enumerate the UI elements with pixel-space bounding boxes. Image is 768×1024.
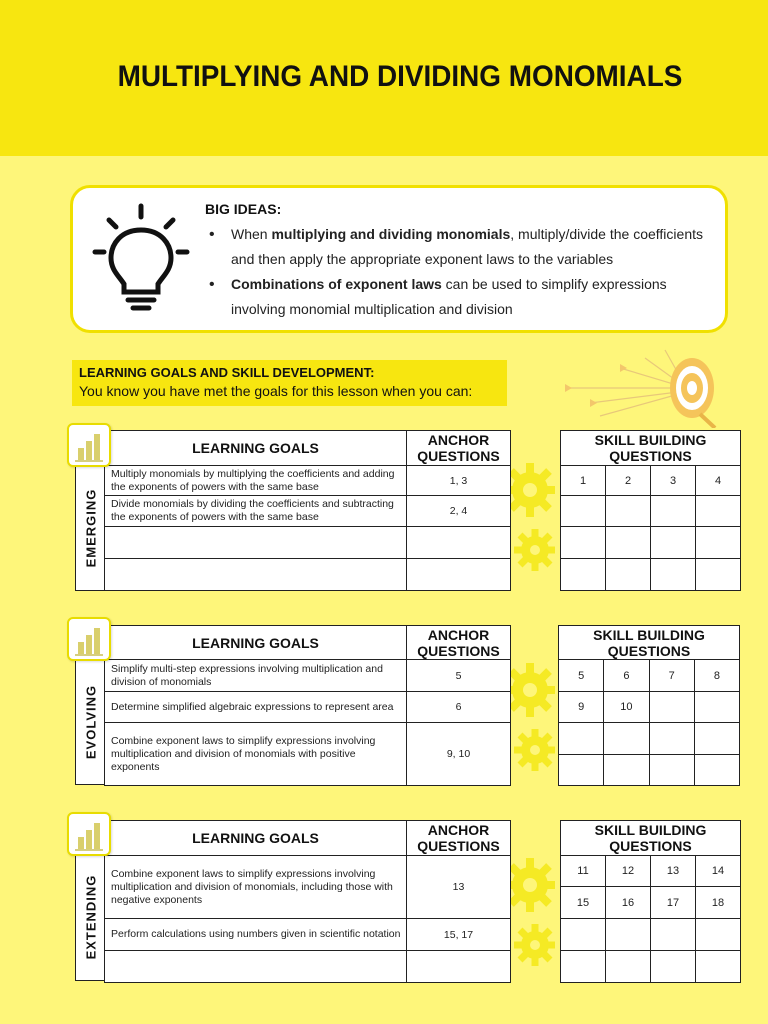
- goal-cell: [105, 951, 407, 983]
- gear-icon: [505, 850, 555, 980]
- skill-cell: [696, 496, 741, 527]
- section-label: EVOLVING: [83, 684, 98, 759]
- target-arrows-icon: [560, 348, 735, 428]
- skill-building-header: SKILL BUILDING QUESTIONS: [559, 626, 740, 660]
- skill-cell: [559, 723, 604, 755]
- section-label: EMERGING: [83, 488, 98, 567]
- goal-cell: [105, 559, 407, 591]
- anchor-cell: 9, 10: [407, 723, 511, 786]
- skill-cell: [649, 723, 694, 755]
- skill-cell: [604, 755, 649, 786]
- skill-cell: [606, 527, 651, 559]
- goal-cell: Multiply monomials by multiplying the coefficients and adding the exponents of powers with the same base: [105, 466, 407, 496]
- goal-cell: Perform calculations using numbers given in scientific notation: [105, 919, 407, 951]
- gear-icon: [505, 655, 555, 785]
- anchor-cell: [407, 559, 511, 591]
- page-title: MULTIPLYING AND DIVIDING MONOMIALS: [117, 60, 683, 93]
- big-ideas-heading: BIG IDEAS:: [205, 201, 282, 217]
- section-label-box: [75, 659, 105, 785]
- learning-goals-header: LEARNING GOALS: [105, 626, 407, 660]
- big-idea-item: • Combinations of exponent laws can be used to simplify expressions involving monomial multiplication and division: [205, 272, 715, 322]
- skill-cell: 16: [606, 887, 651, 919]
- anchor-cell: 2, 4: [407, 496, 511, 527]
- anchor-cell: 6: [407, 692, 511, 723]
- learning-goals-heading: LEARNING GOALS AND SKILL DEVELOPMENT:: [79, 365, 375, 380]
- big-ideas-box: [70, 185, 728, 333]
- goal-cell: Simplify multi-step expressions involving multiplication and division of monomials: [105, 660, 407, 692]
- skill-cell: 7: [649, 660, 694, 692]
- skill-building-header: SKILL BUILDING QUESTIONS: [561, 431, 741, 466]
- skill-cell: [696, 951, 741, 983]
- skill-cell: [649, 755, 694, 786]
- skill-cell: 14: [696, 856, 741, 887]
- skill-cell: [651, 951, 696, 983]
- section-label-box: [75, 465, 105, 591]
- skill-cell: 4: [696, 466, 741, 496]
- skill-cell: 13: [651, 856, 696, 887]
- skill-cell: [694, 755, 739, 786]
- skill-cell: [604, 723, 649, 755]
- lightbulb-icon: [91, 202, 191, 312]
- skill-cell: 17: [651, 887, 696, 919]
- goal-cell: Combine exponent laws to simplify expressions involving multiplication and division of monomials, including those with negative exponents: [105, 856, 407, 919]
- goal-cell: Determine simplified algebraic expressions to represent area: [105, 692, 407, 723]
- anchor-cell: 15, 17: [407, 919, 511, 951]
- skill-cell: [561, 496, 606, 527]
- skill-cell: [651, 919, 696, 951]
- skill-cell: [651, 527, 696, 559]
- skill-cell: [561, 559, 606, 591]
- skill-cell: 10: [604, 692, 649, 723]
- skill-cell: [559, 755, 604, 786]
- skill-cell: 9: [559, 692, 604, 723]
- bar-chart-icon: [67, 617, 111, 661]
- skill-cell: [561, 527, 606, 559]
- bar-chart-icon: [67, 812, 111, 856]
- section-label-box: [75, 854, 105, 981]
- skill-cell: 12: [606, 856, 651, 887]
- skill-building-table: [558, 625, 740, 786]
- skill-cell: 5: [559, 660, 604, 692]
- anchor-cell: [407, 951, 511, 983]
- big-idea-item: • When multiplying and dividing monomials, multiply/divide the coefficients and then apply the appropriate exponent laws to the variables: [205, 222, 715, 272]
- learning-goals-header: LEARNING GOALS: [105, 821, 407, 856]
- anchor-cell: [407, 527, 511, 559]
- skill-cell: [649, 692, 694, 723]
- skill-cell: 11: [561, 856, 606, 887]
- skill-cell: [606, 951, 651, 983]
- goal-cell: Divide monomials by dividing the coefficients and subtracting the exponents of powers with the same base: [105, 496, 407, 527]
- gear-icon: [505, 455, 555, 585]
- skill-cell: [606, 919, 651, 951]
- learning-goals-table: [104, 625, 511, 786]
- skill-cell: 2: [606, 466, 651, 496]
- big-ideas-list: [205, 222, 715, 322]
- skill-cell: 6: [604, 660, 649, 692]
- bar-chart-icon: [67, 423, 111, 467]
- skill-cell: [561, 919, 606, 951]
- skill-cell: 15: [561, 887, 606, 919]
- skill-cell: [694, 692, 739, 723]
- skill-cell: [696, 527, 741, 559]
- skill-cell: [696, 559, 741, 591]
- learning-goals-table: [104, 430, 511, 591]
- goal-cell: Combine exponent laws to simplify expressions involving multiplication and division of monomials with positive exponents: [105, 723, 407, 786]
- skill-cell: 1: [561, 466, 606, 496]
- anchor-cell: 1, 3: [407, 466, 511, 496]
- anchor-questions-header: ANCHOR QUESTIONS: [407, 821, 511, 856]
- skill-building-header: SKILL BUILDING QUESTIONS: [561, 821, 741, 856]
- skill-cell: [606, 559, 651, 591]
- learning-goals-table: [104, 820, 511, 983]
- skill-cell: [651, 496, 696, 527]
- skill-cell: [696, 919, 741, 951]
- skill-cell: [561, 951, 606, 983]
- skill-cell: 8: [694, 660, 739, 692]
- skill-cell: [651, 559, 696, 591]
- skill-building-table: [560, 820, 741, 983]
- anchor-cell: 13: [407, 856, 511, 919]
- skill-cell: [606, 496, 651, 527]
- learning-goals-header: LEARNING GOALS: [105, 431, 407, 466]
- anchor-cell: 5: [407, 660, 511, 692]
- skill-cell: 18: [696, 887, 741, 919]
- anchor-questions-header: ANCHOR QUESTIONS: [407, 431, 511, 466]
- skill-cell: [694, 723, 739, 755]
- learning-goals-banner: [72, 360, 507, 406]
- anchor-questions-header: ANCHOR QUESTIONS: [407, 626, 511, 660]
- skill-building-table: [560, 430, 741, 591]
- learning-goals-subheading: You know you have met the goals for this lesson when you can:: [79, 383, 473, 399]
- title-banner: [0, 0, 768, 156]
- section-label: EXTENDING: [83, 874, 98, 960]
- skill-cell: 3: [651, 466, 696, 496]
- goal-cell: [105, 527, 407, 559]
